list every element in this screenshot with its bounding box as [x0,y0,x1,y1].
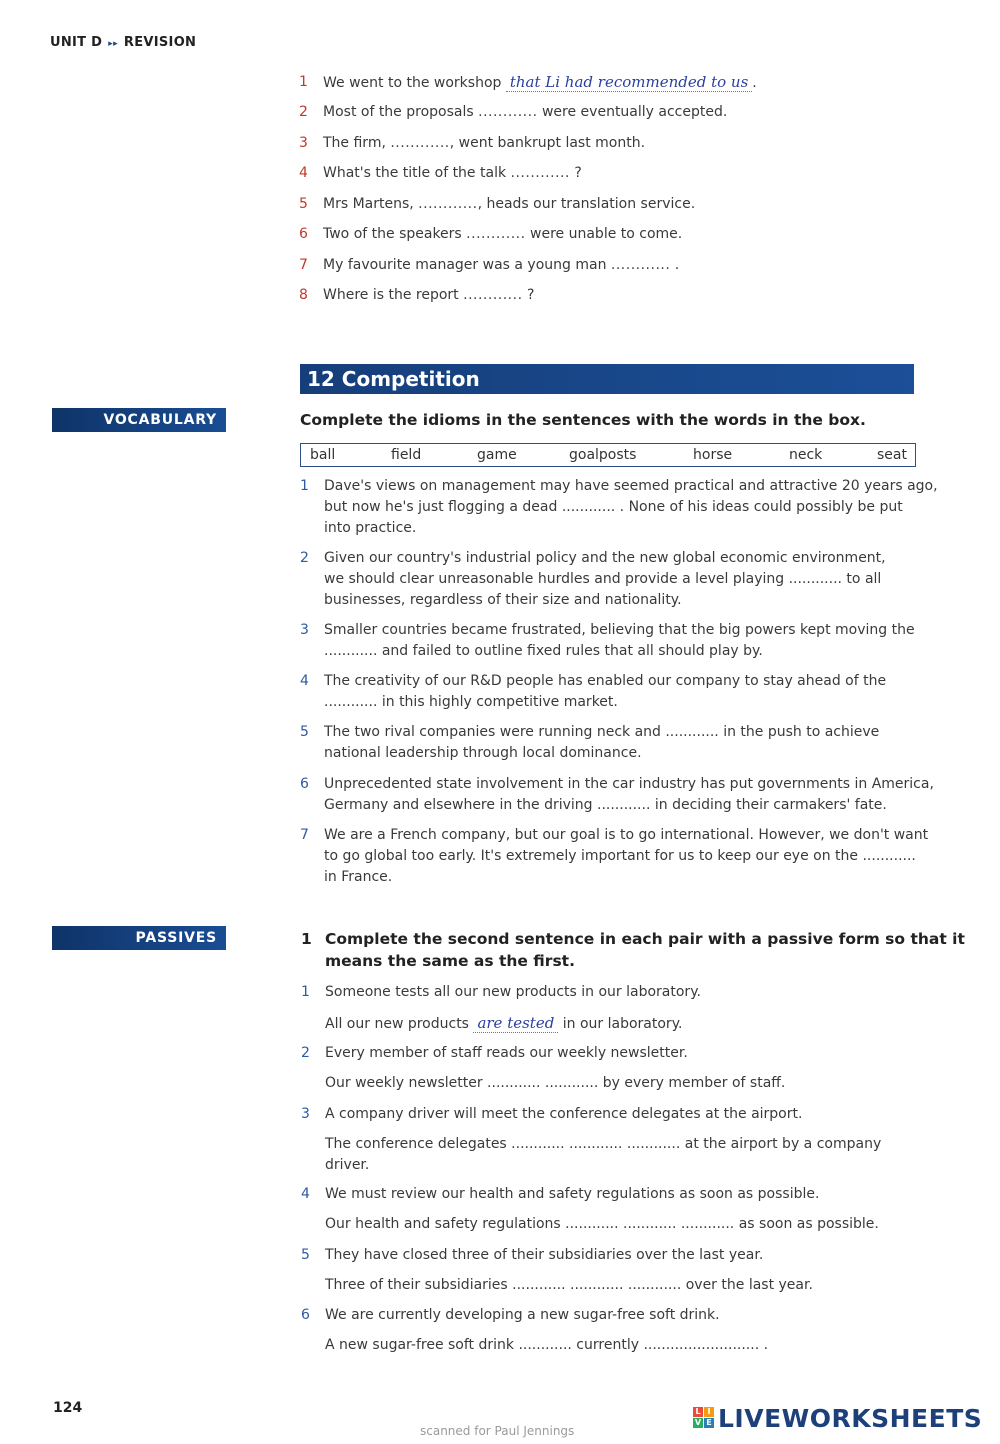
vocabulary-label: VOCABULARY [52,408,226,432]
word-horse[interactable]: horse [693,447,733,463]
word-neck[interactable]: neck [789,447,823,463]
item-number: 5 [300,724,309,740]
answer-field[interactable]: that Li had recommended to us [506,73,752,92]
item-number: 1 [299,74,308,90]
item-number: 2 [301,1045,310,1061]
section-label: REVISION [123,35,197,50]
logo-text: LIVEWORKSHEETS [718,1404,983,1433]
word-box [300,443,916,467]
list-item: The two rival companies were running neck and ............ in the push to achieve national leadership through local dominance. [324,724,880,761]
item-number: 6 [299,226,308,242]
list-item: Someone tests all our new products in our laboratory. All our new products are tested in our laboratory. [325,984,701,1032]
exercise-number: 1 [301,930,312,948]
item-number: 2 [299,104,308,120]
word-seat[interactable]: seat [877,447,907,463]
page-number: 124 [53,1400,83,1416]
item-number: 1 [301,984,310,1000]
answer-field[interactable]: ............ [463,287,523,303]
list-item: The firm, ............, went bankrupt last month. [323,135,646,151]
item-number: 7 [299,257,308,273]
arrows-icon: ▸▸ [108,39,118,49]
passives-label: PASSIVES [52,926,226,950]
item-number: 6 [301,1307,310,1323]
item-number: 2 [300,550,309,566]
item-number: 3 [300,622,309,638]
item-number: 4 [301,1186,310,1202]
item-number: 4 [299,165,308,181]
list-item: Most of the proposals ............ were eventually accepted. [323,104,728,120]
answer-field[interactable]: ............ [466,226,526,242]
list-item: The creativity of our R&D people has enabled our company to stay ahead of the ............ in this highly competitive market. [324,673,887,710]
list-item: We went to the workshop that Li had recommended to us . [323,73,757,91]
list-item: Smaller countries became frustrated, believing that the big powers kept moving the ............ and failed to outline fixed rules that all should play by. [324,622,915,659]
list-item: Dave's views on management may have seemed practical and attractive 20 years ago, but now he's just flogging a dead ............ . None of his ideas could possibly be put into practice. [324,478,938,536]
list-item: A company driver will meet the conference delegates at the airport. The conference delegates ............ ............ ............ at the airport by a company driver. [325,1106,882,1173]
list-item: Every member of staff reads our weekly newsletter. Our weekly newsletter ............ ............ by every member of staff. [325,1045,786,1091]
item-number: 8 [299,287,308,303]
list-item: Given our country's industrial policy and the new global economic environment, we should clear unreasonable hurdles and provide a level playing ............ to all businesses, regardless of their size and nationality. [324,550,886,608]
answer-field[interactable]: ............ [610,257,671,273]
item-number: 1 [300,478,309,494]
item-number: 6 [300,776,309,792]
list-item: We must review our health and safety regulations as soon as possible. Our health and safety regulations ............ ............ ............ as soon as possible. [325,1186,879,1232]
answer-field[interactable]: ............ [510,165,570,181]
scanned-note: scanned for Paul Jennings [420,1424,575,1438]
answer-field[interactable]: ............ [478,104,538,120]
item-number: 3 [301,1106,310,1122]
item-number: 5 [301,1247,310,1263]
list-item: What's the title of the talk ............ ? [323,165,582,181]
vocabulary-instruction: Complete the idioms in the sentences with the words in the box. [300,411,866,429]
passives-instruction: Complete the second sentence in each pair with a passive form so that it means the same as the first. [325,930,965,970]
unit-label: UNIT D [50,35,103,50]
logo-grid-icon: L I V E [693,1407,715,1429]
answer-field[interactable]: ............ [418,196,478,212]
unit-header [50,35,196,50]
list-item: They have closed three of their subsidiaries over the last year. Three of their subsidiaries ............ ............ ............ over the last year. [325,1247,813,1293]
item-number: 3 [299,135,308,151]
list-item: Where is the report ............ ? [323,287,535,303]
list-item: We are currently developing a new sugar-free soft drink. A new sugar-free soft drink ............ currently .......................... . [325,1307,769,1353]
list-item: We are a French company, but our goal is to go international. However, we don't want to go global too early. It's extremely important for us to keep our eye on the ............ in France. [324,827,929,885]
item-number: 7 [300,827,309,843]
word-game[interactable]: game [477,447,517,463]
item-number: 5 [299,196,308,212]
word-ball[interactable]: ball [310,447,336,463]
list-item: My favourite manager was a young man ............ . [323,257,680,273]
answer-field[interactable]: are tested [473,1014,558,1033]
answer-field[interactable]: ............ [390,135,450,151]
section-title: 12 Competition [300,364,914,394]
item-number: 4 [300,673,309,689]
list-item: Unprecedented state involvement in the car industry has put governments in America, Germany and elsewhere in the driving ............ in deciding their carmakers' fate. [324,776,934,813]
list-item: Two of the speakers ............ were unable to come. [323,226,683,242]
list-item: Mrs Martens, ............, heads our translation service. [323,196,696,212]
word-goalposts[interactable]: goalposts [569,447,637,463]
word-field[interactable]: field [391,447,422,463]
